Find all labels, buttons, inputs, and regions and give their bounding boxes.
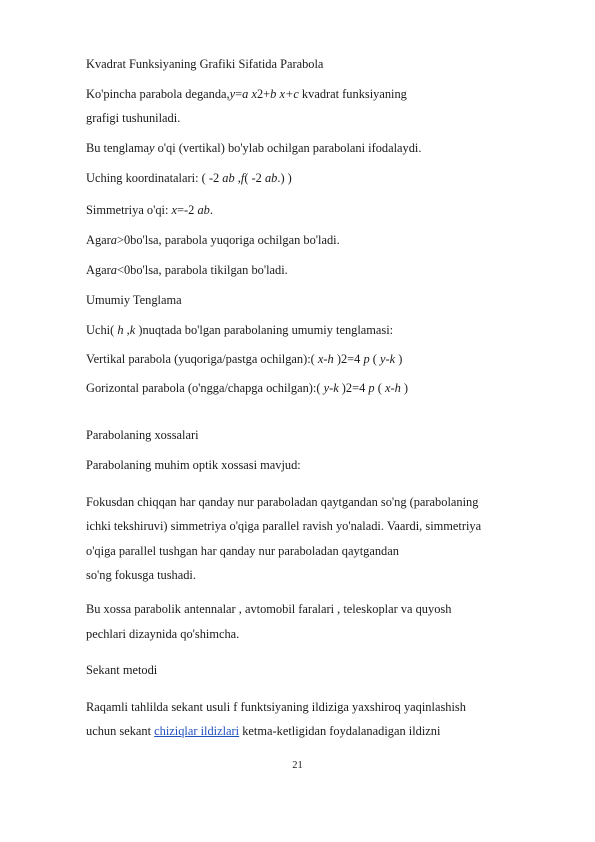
optics-line: Fokusdan chiqqan har qanday nur paraboladan qaytgandan so'ng (parabolaning bbox=[86, 495, 479, 509]
intro-line-2: grafigi tushuniladi. bbox=[86, 111, 181, 125]
var-ab: ab bbox=[264, 171, 278, 185]
usage-line: Bu xossa parabolik antennalar , avtomobil faralari , teleskoplar va quyosh bbox=[86, 602, 452, 616]
text: ketma-ketligidan foydalanadigan ildizni bbox=[239, 724, 441, 738]
exponent-plus: 2+ bbox=[256, 87, 271, 101]
text: )2=4 bbox=[333, 352, 364, 366]
a-negative-line bbox=[86, 262, 288, 278]
usage-line: pechlari dizaynida qo'shimcha. bbox=[86, 627, 240, 641]
symmetry-line bbox=[86, 202, 213, 218]
var-y: y bbox=[323, 381, 330, 395]
section-heading-secant: Sekant metodi bbox=[86, 663, 158, 677]
minus-sign: - bbox=[385, 352, 390, 366]
var-ab: ab bbox=[197, 203, 210, 217]
optics-line: ichki tekshiruvi) simmetriya o'qiga parallel ravish yo'naladi. Vaardi, simmetriya bbox=[86, 519, 482, 533]
var-c: c bbox=[293, 87, 299, 101]
page-number: 21 bbox=[292, 760, 303, 771]
text: )nuqtada bo'lgan parabolaning umumiy tenglamasi: bbox=[135, 323, 394, 337]
optics-intro: Parabolaning muhim optik xossasi mavjud: bbox=[86, 458, 301, 472]
var-k: k bbox=[389, 352, 396, 366]
text: Simmetriya o'qi: bbox=[86, 203, 172, 217]
secant-line-1: Raqamli tahlilda sekant usuli f funktsiyaning ildiziga yaxshiroq yaqinlashish bbox=[86, 700, 466, 714]
var-a: a bbox=[110, 263, 117, 277]
var-a: a bbox=[242, 87, 249, 101]
text: >0bo'lsa, parabola yuqoriga ochilgan bo'ladi. bbox=[116, 233, 340, 247]
secant-roots-link[interactable]: chiziqlar ildizlari bbox=[154, 724, 240, 738]
vertex-line bbox=[86, 170, 292, 186]
vertical-equation bbox=[86, 351, 402, 367]
var-y: y bbox=[379, 352, 386, 366]
var-p: p bbox=[368, 381, 375, 395]
var-f: f bbox=[240, 171, 245, 185]
optics-line: o'qiga parallel tushgan har qanday nur paraboladan qaytgandan bbox=[86, 544, 399, 558]
text: Bu tenglama bbox=[86, 141, 149, 155]
var-b: b bbox=[270, 87, 277, 101]
general-equation-intro bbox=[86, 322, 393, 338]
var-k: k bbox=[129, 323, 136, 337]
section-heading-properties: Parabolaning xossalari bbox=[86, 428, 199, 442]
text: <0bo'lsa, parabola tikilgan bo'ladi. bbox=[116, 263, 288, 277]
var-p: p bbox=[363, 352, 370, 366]
text: . bbox=[209, 203, 213, 217]
text: Gorizontal parabola (o'ngga/chapga ochilgan):( bbox=[86, 381, 324, 395]
text: =-2 bbox=[177, 203, 198, 217]
var-ab: ab bbox=[222, 171, 235, 185]
var-x: x bbox=[248, 87, 257, 101]
page-title: Kvadrat Funksiyaning Grafiki Sifatida Parabola bbox=[86, 57, 324, 71]
text: ( bbox=[374, 381, 385, 395]
var-x: x bbox=[171, 203, 178, 217]
var-x: x bbox=[384, 381, 391, 395]
text: Uchi( bbox=[86, 323, 118, 337]
var-y: y bbox=[148, 141, 155, 155]
text: o'qi (vertikal) bo'ylab ochilgan parabolani ifodalaydi. bbox=[154, 141, 422, 155]
intro-text: Ko'pincha parabola deganda, bbox=[86, 87, 230, 101]
var-y: y bbox=[229, 87, 236, 101]
var-h: h bbox=[394, 381, 401, 395]
var-a: a bbox=[110, 233, 117, 247]
minus-sign: - bbox=[323, 352, 328, 366]
var-x: x bbox=[317, 352, 324, 366]
text: ( -2 bbox=[244, 171, 265, 185]
secant-line-2 bbox=[86, 723, 440, 739]
var-h: h bbox=[327, 352, 334, 366]
section-heading-general: Umumiy Tenglama bbox=[86, 293, 182, 307]
text: ) bbox=[395, 352, 403, 366]
var-x: x bbox=[276, 87, 285, 101]
optics-line: so'ng fokusga tushadi. bbox=[86, 568, 196, 582]
var-h: h bbox=[117, 323, 124, 337]
text: , bbox=[123, 323, 130, 337]
vertical-axis-line bbox=[86, 140, 421, 156]
text: .) ) bbox=[277, 171, 292, 185]
minus-sign: - bbox=[329, 381, 334, 395]
text: , bbox=[234, 171, 241, 185]
equals-sign: = bbox=[235, 87, 243, 101]
intro-line bbox=[86, 86, 407, 102]
text: Agar bbox=[86, 263, 111, 277]
minus-sign: - bbox=[390, 381, 395, 395]
text: )2=4 bbox=[338, 381, 369, 395]
a-positive-line bbox=[86, 232, 340, 248]
plus-sign: + bbox=[284, 87, 294, 101]
var-k: k bbox=[333, 381, 339, 395]
horizontal-equation bbox=[86, 380, 408, 396]
intro-rest: kvadrat funksiyaning bbox=[298, 87, 407, 101]
text: ( bbox=[369, 352, 380, 366]
text: uchun sekant bbox=[86, 724, 155, 738]
text: Uching koordinatalari: ( -2 bbox=[86, 171, 223, 185]
text: Vertikal parabola (yuqoriga/pastga ochilgan):( bbox=[86, 352, 318, 366]
text: ) bbox=[400, 381, 409, 395]
text: Agar bbox=[86, 233, 111, 247]
